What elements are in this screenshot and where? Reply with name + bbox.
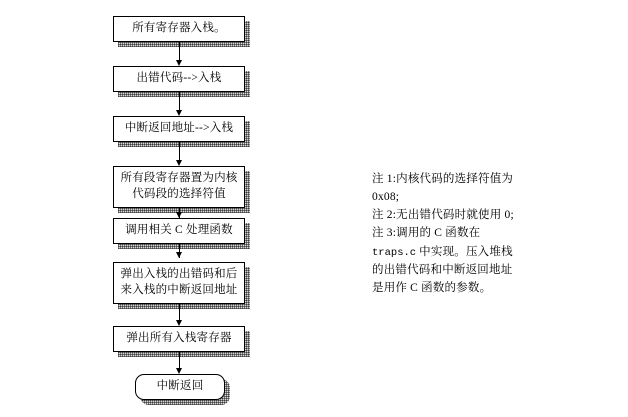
flow-node-2[interactable] <box>113 66 245 92</box>
flow-node-8[interactable] <box>135 374 225 400</box>
flow-node-8-label: 中断返回 <box>156 380 204 393</box>
connector-1-2 <box>179 42 180 61</box>
note-3 <box>372 224 522 297</box>
flow-node-6[interactable] <box>113 262 245 304</box>
flow-node-4-label: 所有段寄存器置为内核 代码段的选择符值 <box>120 172 238 200</box>
flow-node-7-label: 弹出所有入栈寄存器 <box>126 332 232 345</box>
arrowhead-5-6 <box>176 252 182 258</box>
flow-node-1-label: 所有寄存器入栈。 <box>132 22 226 35</box>
connector-3-4 <box>179 142 180 161</box>
connector-2-3 <box>179 92 180 111</box>
notes-block <box>372 170 522 298</box>
note-3-filename: traps.c <box>372 246 417 259</box>
note-2: 注 2:无出错代码时就使用 0; <box>372 209 514 222</box>
flow-node-5[interactable] <box>113 218 245 244</box>
note-3-part-2: 中实现。压入堆栈的出错代码和中断返回地址是用作 C 函数的参数。 <box>372 245 513 295</box>
flow-node-3[interactable] <box>113 116 245 142</box>
flow-node-6-label: 弹出入栈的出错码和后 来入栈的中断返回地址 <box>120 268 238 296</box>
flow-node-1[interactable] <box>113 16 245 42</box>
flow-node-3-label: 中断返回地址-->入栈 <box>124 122 234 135</box>
flow-node-4[interactable] <box>113 166 245 208</box>
note-3-part-1: 注 3:调用的 C 函数在 <box>372 227 481 240</box>
flow-node-5-label: 调用相关 C 处理函数 <box>125 224 233 237</box>
note-1: 注 1:内核代码的选择符值为 0x08; <box>372 173 514 204</box>
flow-node-7[interactable] <box>113 326 245 352</box>
flow-node-2-label: 出错代码-->入栈 <box>136 72 222 85</box>
